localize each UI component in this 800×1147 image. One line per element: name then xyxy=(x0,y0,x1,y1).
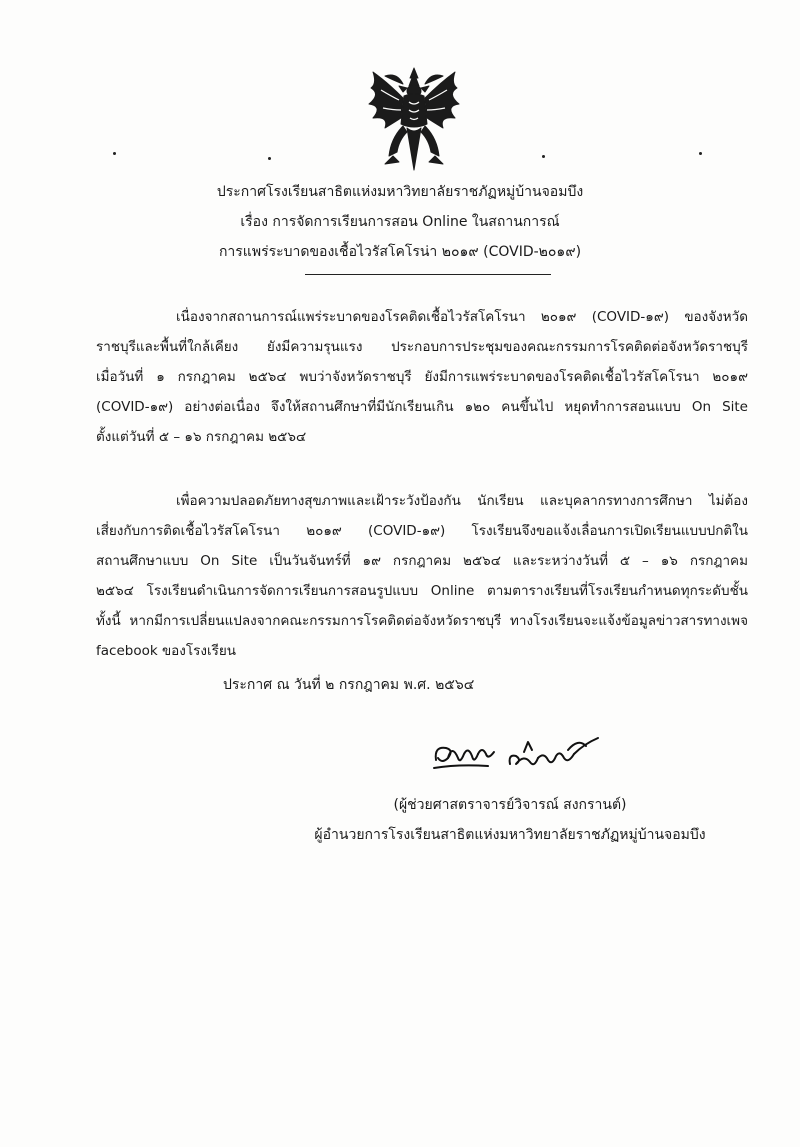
signer-title: ผู้อำนวยการโรงเรียนสาธิตแห่งมหาวิทยาลัยราชภัฏหมู่บ้านจอมบึง xyxy=(314,827,706,843)
body-line: ตั้งแต่วันที่ ๕ – ๑๖ กรกฎาคม ๒๕๖๔ xyxy=(96,429,307,445)
signer-block xyxy=(300,790,720,850)
body-paragraph-2 xyxy=(96,486,748,666)
header-divider xyxy=(305,274,551,275)
subject-line-continued: การแพร่ระบาดของเชื้อไวรัสโคโรน่า ๒๐๑๙ (COVID-๒๐๑๙) xyxy=(218,244,582,260)
speck xyxy=(268,157,271,160)
body-line: เมื่อวันที่ ๑ กรกฎาคม ๒๕๖๔ พบว่าจังหวัดราชบุรี ยังมีการแพร่ระบาดของโรคติดเชื้อไวรัสโคโรนา ๒๐๑๙ xyxy=(96,369,748,385)
body-line: ราชบุรีและพื้นที่ใกล้เคียง ยังมีความรุนแรง ประกอบการประชุมของคณะกรรมการโรคติดต่อจังหวัดราชบุรี xyxy=(96,339,748,355)
body-line: เนื่องจากสถานการณ์แพร่ระบาดของโรคติดเชื้อไวรัสโคโรนา ๒๐๑๙ (COVID-๑๙) ของจังหวัด xyxy=(176,309,748,325)
body-line: facebook ของโรงเรียน xyxy=(96,643,236,659)
subject-line: เรื่อง การจัดการเรียนการสอน Online ในสถานการณ์ xyxy=(240,214,560,230)
body-line: เสี่ยงกับการติดเชื้อไวรัสโคโรนา ๒๐๑๙ (COVID-๑๙) โรงเรียนจึงขอแจ้งเลื่อนการเปิดเรียนแบบปกติใน xyxy=(96,523,748,539)
handwritten-signature-icon xyxy=(428,724,608,784)
body-line: ๒๕๖๔ โรงเรียนดำเนินการจัดการเรียนการสอนรูปแบบ Online ตามตารางเรียนที่โรงเรียนกำหนดทุกระดับชั้น xyxy=(96,583,748,599)
speck xyxy=(699,152,702,155)
body-line: ทั้งนี้ หากมีการเปลี่ยนแปลงจากคณะกรรมการโรคติดต่อจังหวัดราชบุรี ทางโรงเรียนจะแจ้งข้อมูลข่าวสารทางเพจ xyxy=(96,613,748,629)
announcement-title: ประกาศโรงเรียนสาธิตแห่งมหาวิทยาลัยราชภัฏหมู่บ้านจอมบึง xyxy=(216,184,584,200)
body-paragraph-1 xyxy=(96,302,748,452)
speck xyxy=(542,155,545,158)
body-line: เพื่อความปลอดภัยทางสุขภาพและเฝ้าระวังป้องกัน นักเรียน และบุคลากรทางการศึกษา ไม่ต้อง xyxy=(176,493,748,509)
speck xyxy=(113,152,116,155)
signer-name: (ผู้ช่วยศาสตราจารย์วิจารณ์ สงกรานต์) xyxy=(393,797,627,813)
body-line: (COVID-๑๙) อย่างต่อเนื่อง จึงให้สถานศึกษาที่มีนักเรียนเกิน ๑๒๐ คนขึ้นไป หยุดทำการสอนแบบ On Site xyxy=(96,399,748,415)
body-line: สถานศึกษาแบบ On Site เป็นวันจันทร์ที่ ๑๙ กรกฎาคม ๒๕๖๔ และระหว่างวันที่ ๕ – ๑๖ กรกฎาคม xyxy=(96,553,748,569)
announcement-date: ประกาศ ณ วันที่ ๒ กรกฎาคม พ.ศ. ๒๕๖๔ xyxy=(223,677,475,693)
garuda-emblem-icon xyxy=(363,66,465,176)
document-header xyxy=(150,177,650,267)
